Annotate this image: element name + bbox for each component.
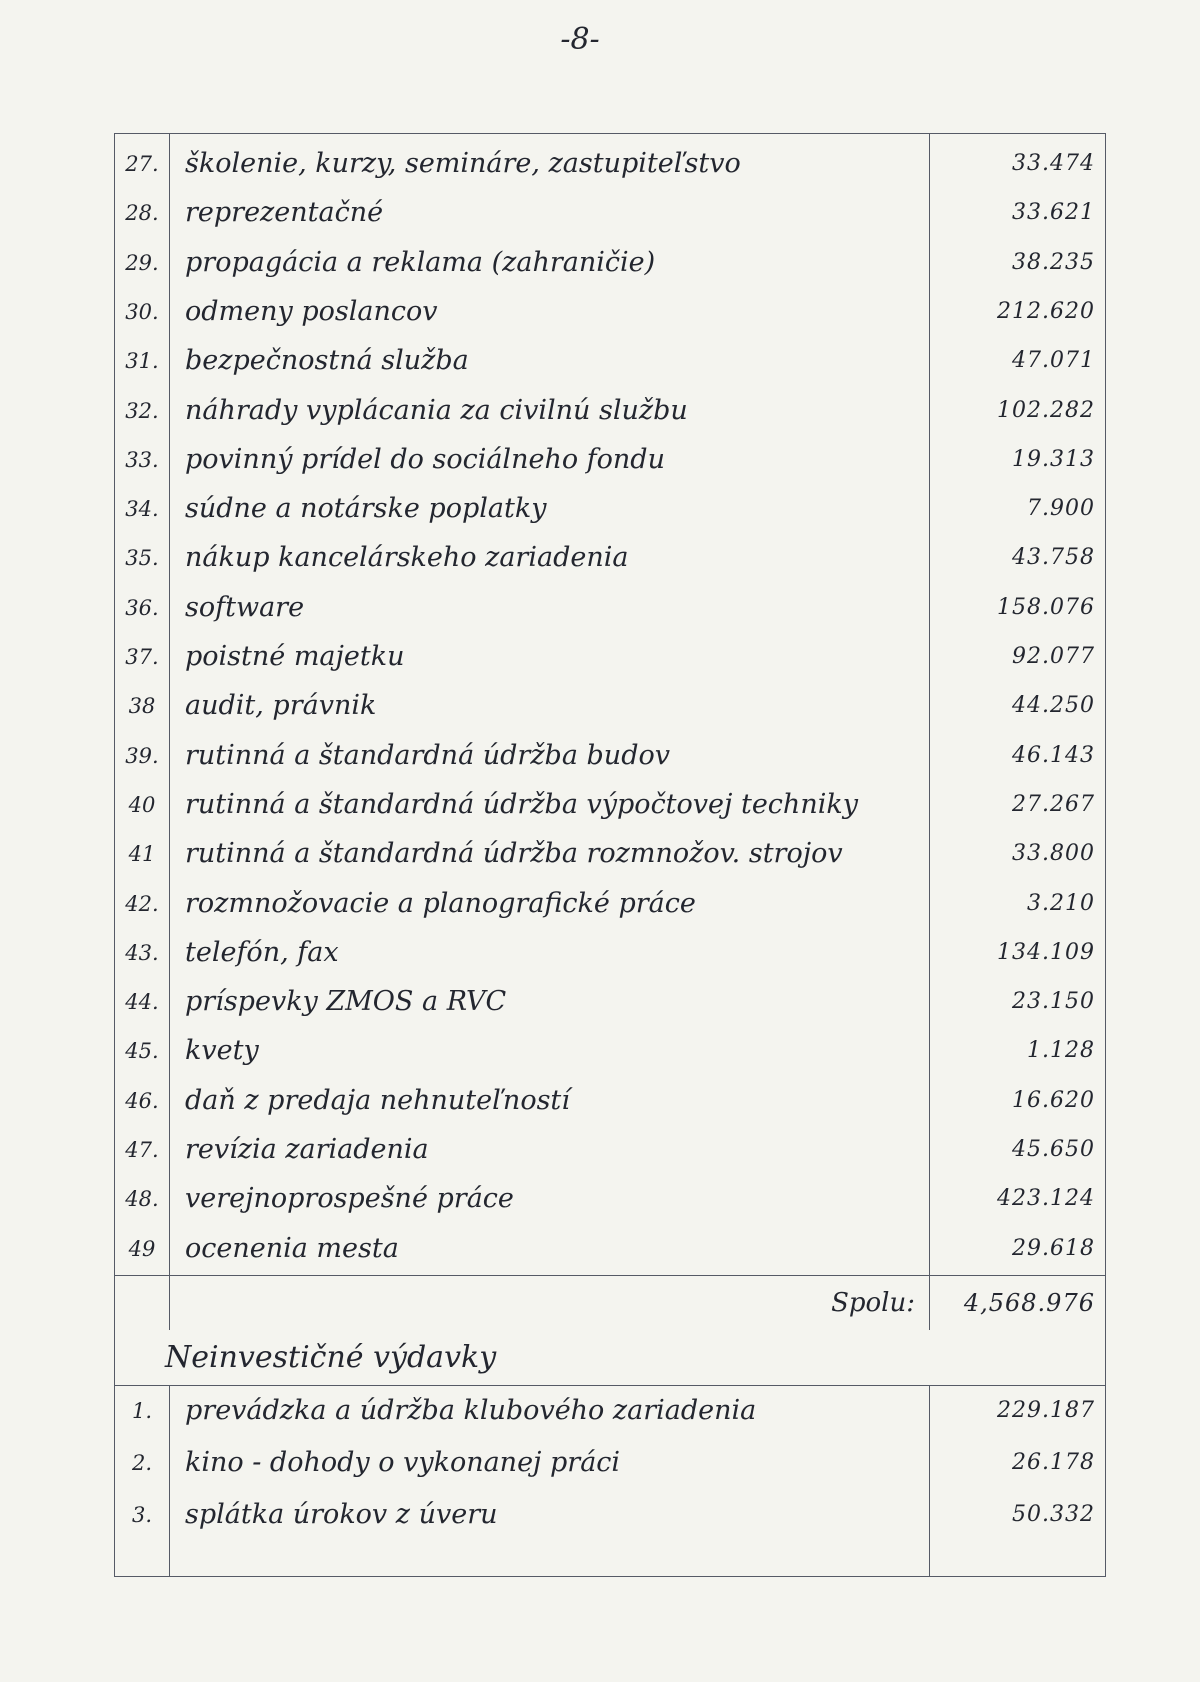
row-number: 2. xyxy=(131,1450,153,1475)
table-row xyxy=(115,976,1105,1028)
table-row xyxy=(115,187,1105,239)
row-number: 37. xyxy=(125,645,159,669)
row-number: 33. xyxy=(125,447,159,472)
section-heading-row xyxy=(115,1330,1105,1386)
row-amount: 33.474 xyxy=(1012,151,1095,176)
row-amount: 50.332 xyxy=(1012,1501,1095,1527)
table-row xyxy=(115,1489,1105,1541)
row-description: rutinná a štandardná údržba budov xyxy=(185,739,670,771)
table-row xyxy=(115,532,1105,584)
section-heading: Neinvestičné výdavky xyxy=(165,1339,497,1375)
row-description: daň z predaja nehnuteľností xyxy=(185,1084,570,1116)
table-row xyxy=(115,730,1105,782)
row-number: 48. xyxy=(125,1187,159,1212)
row-amount: 134.109 xyxy=(997,939,1095,965)
row-amount: 45.650 xyxy=(1012,1137,1095,1162)
row-number: 35. xyxy=(125,546,159,571)
table-row xyxy=(115,237,1105,289)
row-description: kino - dohody o vykonanej práci xyxy=(185,1446,621,1478)
total-label: Spolu: xyxy=(831,1287,915,1318)
row-number: 32. xyxy=(125,398,159,423)
row-amount: 38.235 xyxy=(1012,249,1095,275)
row-amount: 423.124 xyxy=(997,1186,1095,1212)
table-row xyxy=(115,582,1105,634)
row-amount: 26.178 xyxy=(1012,1449,1095,1475)
row-number: 41 xyxy=(128,842,156,867)
row-amount: 29.618 xyxy=(1012,1235,1095,1261)
table-row xyxy=(115,779,1105,831)
row-number: 45. xyxy=(125,1039,159,1064)
row-description: software xyxy=(185,591,305,623)
row-amount: 33.621 xyxy=(1012,200,1095,226)
row-number: 34. xyxy=(125,497,159,522)
row-number: 43. xyxy=(125,940,159,965)
row-amount: 44.250 xyxy=(1012,693,1095,719)
row-amount: 7.900 xyxy=(1027,496,1095,522)
table-row xyxy=(115,483,1105,535)
row-amount: 92.077 xyxy=(1012,644,1095,669)
table-row xyxy=(115,1075,1105,1127)
row-number: 31. xyxy=(125,349,159,374)
row-description: rozmnožovacie a planografické práce xyxy=(185,887,696,919)
row-amount: 46.143 xyxy=(1012,742,1095,768)
row-number: 42. xyxy=(125,891,159,916)
row-number: 27. xyxy=(125,152,159,176)
row-description: revízia zariadenia xyxy=(185,1134,429,1165)
ledger-table xyxy=(114,133,1106,1577)
row-description: rutinná a štandardná údržba výpočtovej techniky xyxy=(185,788,858,820)
table-row xyxy=(115,138,1105,190)
row-description: splátka úrokov z úveru xyxy=(185,1498,498,1530)
row-amount: 212.620 xyxy=(997,298,1095,324)
row-number: 46. xyxy=(125,1088,159,1113)
row-number: 49 xyxy=(128,1236,156,1261)
row-number: 30. xyxy=(125,299,159,324)
table-row xyxy=(115,878,1105,930)
row-amount: 158.076 xyxy=(997,594,1095,620)
row-description: odmeny poslancov xyxy=(185,295,438,327)
table-row xyxy=(115,335,1105,387)
row-description: súdne a notárske poplatky xyxy=(185,493,547,525)
table-row xyxy=(115,1173,1105,1225)
table-row xyxy=(115,631,1105,683)
row-amount: 47.071 xyxy=(1012,348,1095,374)
table-row xyxy=(115,286,1105,338)
row-description: poistné majetku xyxy=(185,641,405,672)
row-number: 44. xyxy=(125,990,159,1015)
row-description: telefón, fax xyxy=(185,936,339,968)
row-amount: 16.620 xyxy=(1012,1087,1095,1113)
table-row xyxy=(115,1437,1105,1489)
table-row xyxy=(115,1025,1105,1077)
row-description: reprezentačné xyxy=(185,197,384,229)
table-row xyxy=(115,1385,1105,1437)
row-number: 1. xyxy=(131,1398,153,1423)
row-description: prevádzka a údržba klubového zariadenia xyxy=(185,1394,757,1426)
row-description: propagácia a reklama (zahraničie) xyxy=(185,246,656,278)
row-number: 29. xyxy=(125,250,159,275)
row-description: bezpečnostná služba xyxy=(185,345,469,377)
row-amount: 23.150 xyxy=(1012,989,1095,1015)
row-description: povinný prídel do sociálneho fondu xyxy=(185,443,665,475)
table-row xyxy=(115,385,1105,437)
row-number: 47. xyxy=(125,1138,159,1162)
row-description: audit, právnik xyxy=(185,690,377,722)
table-row xyxy=(115,1223,1105,1275)
row-amount: 19.313 xyxy=(1012,446,1095,472)
row-number: 39. xyxy=(125,743,159,768)
row-amount: 1.128 xyxy=(1027,1038,1095,1064)
row-amount: 33.800 xyxy=(1012,841,1095,867)
row-amount: 229.187 xyxy=(997,1397,1095,1423)
table-row xyxy=(115,680,1105,732)
table-row xyxy=(115,927,1105,979)
total-amount: 4,568.976 xyxy=(963,1288,1095,1317)
row-description: náhrady vyplácania za civilnú službu xyxy=(185,394,688,426)
table-row xyxy=(115,828,1105,880)
row-description: rutinná a štandardná údržba rozmnožov. strojov xyxy=(185,838,843,870)
row-amount: 3.210 xyxy=(1027,890,1095,916)
row-description: školenie, kurzy, semináre, zastupiteľstvo xyxy=(185,148,741,179)
total-row xyxy=(115,1275,1105,1332)
row-description: nákup kancelárskeho zariadenia xyxy=(185,542,629,574)
row-number: 3. xyxy=(131,1502,153,1527)
row-amount: 102.282 xyxy=(997,397,1095,423)
row-number: 40 xyxy=(128,792,156,817)
row-description: kvety xyxy=(185,1035,259,1067)
row-description: verejnoprospešné práce xyxy=(185,1183,514,1215)
table-row xyxy=(115,1124,1105,1176)
row-number: 38 xyxy=(128,694,156,719)
row-amount: 27.267 xyxy=(1012,791,1095,817)
table-row xyxy=(115,434,1105,486)
row-amount: 43.758 xyxy=(1012,545,1095,571)
page-number: -8- xyxy=(560,22,600,57)
row-number: 28. xyxy=(125,201,159,226)
row-number: 36. xyxy=(125,595,159,620)
row-description: ocenenia mesta xyxy=(185,1232,399,1264)
row-description: príspevky ZMOS a RVC xyxy=(185,986,507,1018)
